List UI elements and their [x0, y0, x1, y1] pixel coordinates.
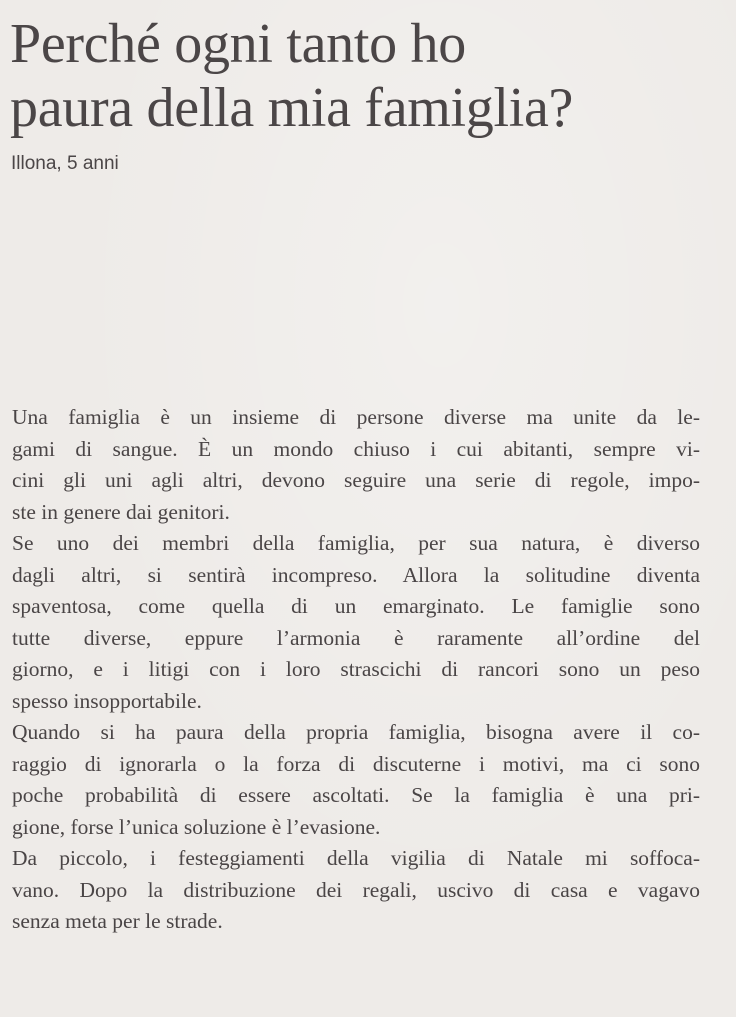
text-line: giorno, e i litigi con i loro strascichi di rancori sono un peso [12, 657, 700, 681]
article-body [12, 402, 700, 938]
text-line: raggio di ignorarla o la forza di discuterne i motivi, ma ci sono [12, 751, 700, 776]
text-line: Quando si ha paura della propria famiglia, bisogna avere il co- [12, 720, 700, 744]
text-line: tutte diverse, eppure l’armonia è raramente all’ordine del [12, 625, 700, 650]
text-line: poche probabilità di essere ascoltati. Se la famiglia è una pri- [12, 783, 700, 807]
text-line: senza meta per le strade. [12, 909, 223, 933]
text-line: Se uno dei membri della famiglia, per sua natura, è diverso [12, 531, 700, 555]
paragraph-1 [12, 402, 700, 528]
text-line: gami di sangue. È un mondo chiuso i cui abitanti, sempre vi- [12, 436, 700, 461]
text-line: spaventosa, come quella di un emarginato. Le famiglie sono [12, 594, 700, 618]
text-line: cini gli uni agli altri, devono seguire una serie di regole, impo- [12, 468, 700, 492]
paragraph-3 [12, 717, 700, 843]
text-line: Da piccolo, i festeggiamenti della vigilia di Natale mi soffoca- [12, 846, 700, 870]
paragraph-2 [12, 528, 700, 717]
text-line: dagli altri, si sentirà incompreso. Allora la solitudine diventa [12, 562, 700, 587]
text-line: Una famiglia è un insieme di persone diverse ma unite da le- [12, 405, 700, 429]
page-title [10, 12, 730, 140]
title-line-2: paura della mia famiglia? [10, 77, 574, 139]
text-line: ste in genere dai genitori. [12, 499, 230, 524]
paragraph-4 [12, 843, 700, 938]
text-line: vano. Dopo la distribuzione dei regali, uscivo di casa e vagavo [12, 877, 700, 902]
title-line-1: Perché ogni tanto ho [10, 13, 466, 75]
author-byline: Illona, 5 anni [11, 153, 119, 174]
text-line: gione, forse l’unica soluzione è l’evasione. [12, 814, 381, 839]
text-line: spesso insopportabile. [12, 688, 202, 713]
